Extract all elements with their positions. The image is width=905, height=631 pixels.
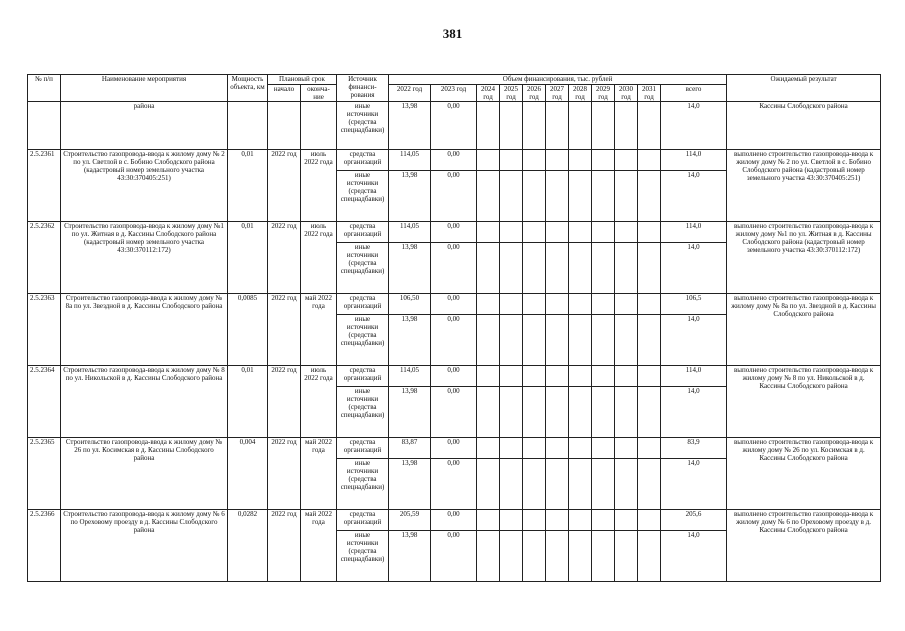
cell-2028 (569, 102, 592, 150)
cell-2025 (500, 243, 523, 294)
cell-2022: 13,98 (389, 171, 431, 222)
cell-2023: 0,00 (431, 531, 477, 582)
cell-2022: 13,98 (389, 243, 431, 294)
header-name: Наименование мероприятия (61, 75, 228, 102)
cell-2030 (615, 171, 638, 222)
cell-2029 (592, 459, 615, 510)
table-row (28, 294, 881, 315)
cell-end: май 2022 года (301, 438, 337, 510)
cell-2022: 114,05 (389, 366, 431, 387)
cell-2028 (569, 387, 592, 438)
cell-end: май 2022 года (301, 510, 337, 582)
cell-2022: 13,98 (389, 102, 431, 150)
cell-num: 2.5.2361 (28, 150, 61, 222)
cell-2027 (546, 531, 569, 582)
cell-2024 (477, 438, 500, 459)
cell-2024 (477, 222, 500, 243)
table-row (28, 366, 881, 387)
cell-2023: 0,00 (431, 366, 477, 387)
cell-2026 (523, 294, 546, 315)
cell-result: выполнено строительство газопровода-ввода к жилому дому № 26 по ул. Косимская в д. Кассины Слободского района (727, 438, 881, 510)
cell-2023: 0,00 (431, 171, 477, 222)
cell-2030 (615, 150, 638, 171)
cell-name: Строительство газопровода-ввода к жилому дому № 6 по Ореховому проезду в д. Кассины Слободского района (61, 510, 228, 582)
cell-2031 (638, 102, 661, 150)
cell-2026 (523, 243, 546, 294)
cell-total: 114,0 (661, 222, 727, 243)
cell-end: июль 2022 года (301, 366, 337, 438)
cell-name: Строительство газопровода-ввода к жилому дому № 2 по ул. Светлой в с. Бобино Слободского района (кадастровый номер земельного участка 43:30:370405:251) (61, 150, 228, 222)
header-year-2026: 2026 год (523, 85, 546, 102)
cell-2029 (592, 102, 615, 150)
cell-source: иные источники (средства спецнадбавки) (337, 459, 389, 510)
cell-2031 (638, 222, 661, 243)
header-end: оконча- ние (301, 85, 337, 102)
cell-2026 (523, 171, 546, 222)
cell-2023: 0,00 (431, 222, 477, 243)
cell-2023: 0,00 (431, 387, 477, 438)
header-total: всего (661, 85, 727, 102)
cell-2031 (638, 510, 661, 531)
cell-2026 (523, 438, 546, 459)
cell-2030 (615, 222, 638, 243)
cell-2030 (615, 243, 638, 294)
cell-result: выполнено строительство газопровода-ввода к жилому дому № 8а по ул. Звездной в д. Кассины Слободского района (727, 294, 881, 366)
header-year-2028: 2028 год (569, 85, 592, 102)
cell-2030 (615, 387, 638, 438)
cell-2023: 0,00 (431, 315, 477, 366)
cell-2031 (638, 366, 661, 387)
cell-source: средства организаций (337, 294, 389, 315)
cell-start: 2022 год (268, 366, 301, 438)
cell-total: 14,0 (661, 459, 727, 510)
header-year-2029: 2029 год (592, 85, 615, 102)
cell-2028 (569, 531, 592, 582)
cell-2027 (546, 366, 569, 387)
cell-2028 (569, 366, 592, 387)
cell-name: Строительство газопровода-ввода к жилому дому №1 по ул. Житная в д. Кассины Слободского района (кадастровый номер земельного участка 43:30:370112:172) (61, 222, 228, 294)
cell-2024 (477, 150, 500, 171)
cell-2030 (615, 459, 638, 510)
header-year-2031: 2031 год (638, 85, 661, 102)
cell-source: средства организаций (337, 222, 389, 243)
header-planned-term: Плановый срок (268, 75, 337, 85)
cell-total: 14,0 (661, 387, 727, 438)
cell-2024 (477, 294, 500, 315)
cell-result: выполнено строительство газопровода-ввода к жилому дому № 6 по Ореховому проезду в д. Кассины Слободского района (727, 510, 881, 582)
cell-2023: 0,00 (431, 243, 477, 294)
cell-2022: 13,98 (389, 387, 431, 438)
cell-total: 14,0 (661, 531, 727, 582)
cell-2030 (615, 531, 638, 582)
cell-total: 14,0 (661, 243, 727, 294)
cell-2028 (569, 294, 592, 315)
cell-2025 (500, 222, 523, 243)
cell-num (28, 102, 61, 150)
header-year-2030: 2030 год (615, 85, 638, 102)
table-row (28, 222, 881, 243)
cell-name: Строительство газопровода-ввода к жилому дому № 26 по ул. Косимская в д. Кассины Слободского района (61, 438, 228, 510)
table-row (28, 510, 881, 531)
header-num: № п/п (28, 75, 61, 102)
cell-2030 (615, 438, 638, 459)
cell-total: 14,0 (661, 315, 727, 366)
cell-2026 (523, 531, 546, 582)
cell-2029 (592, 243, 615, 294)
cell-2024 (477, 171, 500, 222)
cell-2026 (523, 222, 546, 243)
cell-source: средства организаций (337, 438, 389, 459)
cell-2025 (500, 315, 523, 366)
cell-2022: 205,59 (389, 510, 431, 531)
cell-2031 (638, 171, 661, 222)
cell-2023: 0,00 (431, 438, 477, 459)
header-source: Источник финанси- рования (337, 75, 389, 102)
cell-2027 (546, 171, 569, 222)
cell-2022: 106,50 (389, 294, 431, 315)
cell-2024 (477, 102, 500, 150)
header-volume: Объем финансирования, тыс. рублей (389, 75, 727, 85)
cell-num: 2.5.2365 (28, 438, 61, 510)
cell-2024 (477, 459, 500, 510)
cell-source: иные источники (средства спецнадбавки) (337, 531, 389, 582)
cell-2028 (569, 171, 592, 222)
cell-2030 (615, 510, 638, 531)
cell-2029 (592, 531, 615, 582)
cell-2023: 0,00 (431, 102, 477, 150)
cell-2025 (500, 102, 523, 150)
cell-total: 14,0 (661, 102, 727, 150)
cell-start: 2022 год (268, 294, 301, 366)
cell-2025 (500, 171, 523, 222)
cell-2031 (638, 243, 661, 294)
cell-start: 2022 год (268, 150, 301, 222)
header-start: начало (268, 85, 301, 102)
cell-2029 (592, 294, 615, 315)
cell-capacity: 0,01 (228, 150, 268, 222)
cell-2031 (638, 438, 661, 459)
cell-end: июль 2022 года (301, 222, 337, 294)
cell-2022: 13,98 (389, 459, 431, 510)
cell-capacity: 0,0282 (228, 510, 268, 582)
cell-num: 2.5.2362 (28, 222, 61, 294)
cell-capacity: 0,004 (228, 438, 268, 510)
continuation-row (28, 102, 881, 150)
cell-2026 (523, 366, 546, 387)
cell-2023: 0,00 (431, 510, 477, 531)
cell-2024 (477, 366, 500, 387)
cell-2026 (523, 315, 546, 366)
cell-total: 114,0 (661, 150, 727, 171)
cell-2031 (638, 459, 661, 510)
header-capacity: Мощность объекта, км (228, 75, 268, 102)
cell-2023: 0,00 (431, 294, 477, 315)
cell-2026 (523, 387, 546, 438)
cell-2030 (615, 366, 638, 387)
cell-end (301, 102, 337, 150)
cell-source: средства организаций (337, 510, 389, 531)
cell-num: 2.5.2363 (28, 294, 61, 366)
cell-2028 (569, 222, 592, 243)
cell-name: Строительство газопровода-ввода к жилому дому № 8а по ул. Звездной в д. Кассины Слободского района (61, 294, 228, 366)
cell-2023: 0,00 (431, 459, 477, 510)
cell-result: выполнено строительство газопровода-ввода к жилому дому № 8 по ул. Никольской в д. Кассины Слободского района (727, 366, 881, 438)
cell-2031 (638, 294, 661, 315)
cell-2024 (477, 315, 500, 366)
cell-2025 (500, 387, 523, 438)
header-year-2025: 2025 год (500, 85, 523, 102)
cell-2029 (592, 366, 615, 387)
cell-2025 (500, 294, 523, 315)
cell-start: 2022 год (268, 438, 301, 510)
cell-2029 (592, 438, 615, 459)
header-year-2027: 2027 год (546, 85, 569, 102)
cell-2027 (546, 510, 569, 531)
cell-2025 (500, 510, 523, 531)
cell-2028 (569, 510, 592, 531)
cell-total: 14,0 (661, 171, 727, 222)
financing-table (27, 74, 881, 582)
cell-num: 2.5.2364 (28, 366, 61, 438)
cell-result: выполнено строительство газопровода-ввода к жилому дому №1 по ул. Житная в д. Кассины Слободского района (кадастровый номер земельного участка 43:30:370112:172) (727, 222, 881, 294)
cell-2027 (546, 150, 569, 171)
cell-source: иные источники (средства спецнадбавки) (337, 171, 389, 222)
cell-2029 (592, 387, 615, 438)
cell-2028 (569, 315, 592, 366)
cell-2029 (592, 510, 615, 531)
cell-start (268, 102, 301, 150)
table-row (28, 438, 881, 459)
cell-name: района (61, 102, 228, 150)
cell-2026 (523, 459, 546, 510)
cell-2025 (500, 438, 523, 459)
cell-2027 (546, 243, 569, 294)
cell-start: 2022 год (268, 510, 301, 582)
cell-2029 (592, 150, 615, 171)
cell-2027 (546, 315, 569, 366)
cell-2031 (638, 150, 661, 171)
cell-2028 (569, 438, 592, 459)
cell-2027 (546, 102, 569, 150)
cell-source: иные источники (средства спецнадбавки) (337, 315, 389, 366)
cell-2030 (615, 294, 638, 315)
cell-2028 (569, 459, 592, 510)
cell-2024 (477, 243, 500, 294)
cell-2022: 83,87 (389, 438, 431, 459)
cell-2022: 13,98 (389, 531, 431, 582)
cell-2022: 114,05 (389, 150, 431, 171)
cell-2024 (477, 387, 500, 438)
cell-end: июль 2022 года (301, 150, 337, 222)
cell-source: иные источники (средства спецнадбавки) (337, 387, 389, 438)
cell-2024 (477, 531, 500, 582)
cell-total: 83,9 (661, 438, 727, 459)
cell-2027 (546, 222, 569, 243)
cell-2026 (523, 510, 546, 531)
cell-2030 (615, 315, 638, 366)
cell-source: средства организаций (337, 366, 389, 387)
cell-capacity: 0,01 (228, 366, 268, 438)
cell-2029 (592, 171, 615, 222)
cell-2028 (569, 243, 592, 294)
cell-2023: 0,00 (431, 150, 477, 171)
cell-end: май 2022 года (301, 294, 337, 366)
cell-2031 (638, 531, 661, 582)
cell-name: Строительство газопровода-ввода к жилому дому № 8 по ул. Никольской в д. Кассины Слободского района (61, 366, 228, 438)
cell-2027 (546, 459, 569, 510)
cell-2027 (546, 294, 569, 315)
table-row (28, 150, 881, 171)
header-year-2023: 2023 год (431, 85, 477, 102)
cell-num: 2.5.2366 (28, 510, 61, 582)
header-result: Ожидаемый результат (727, 75, 881, 102)
cell-source: средства организаций (337, 150, 389, 171)
cell-2022: 13,98 (389, 315, 431, 366)
cell-result: выполнено строительство газопровода-ввода к жилому дому № 2 по ул. Светлой в с. Бобино Слободского района (кадастровый номер земельного участка 43:30:370405:251) (727, 150, 881, 222)
cell-2027 (546, 438, 569, 459)
cell-2029 (592, 315, 615, 366)
cell-2025 (500, 459, 523, 510)
cell-2022: 114,05 (389, 222, 431, 243)
cell-2028 (569, 150, 592, 171)
cell-capacity: 0,01 (228, 222, 268, 294)
cell-capacity: 0,0085 (228, 294, 268, 366)
cell-source: иные источники (средства спецнадбавки) (337, 102, 389, 150)
cell-total: 114,0 (661, 366, 727, 387)
cell-2025 (500, 531, 523, 582)
cell-capacity (228, 102, 268, 150)
cell-2027 (546, 387, 569, 438)
header-year-2024: 2024 год (477, 85, 500, 102)
cell-result: Кассины Слободского района (727, 102, 881, 150)
cell-2025 (500, 150, 523, 171)
cell-start: 2022 год (268, 222, 301, 294)
cell-2026 (523, 150, 546, 171)
cell-2029 (592, 222, 615, 243)
cell-2030 (615, 102, 638, 150)
cell-2024 (477, 510, 500, 531)
cell-total: 106,5 (661, 294, 727, 315)
cell-2026 (523, 102, 546, 150)
cell-source: иные источники (средства спецнадбавки) (337, 243, 389, 294)
cell-total: 205,6 (661, 510, 727, 531)
cell-2031 (638, 387, 661, 438)
cell-2031 (638, 315, 661, 366)
cell-2025 (500, 366, 523, 387)
page-number: 381 (442, 26, 463, 41)
header-year-2022: 2022 год (389, 85, 431, 102)
